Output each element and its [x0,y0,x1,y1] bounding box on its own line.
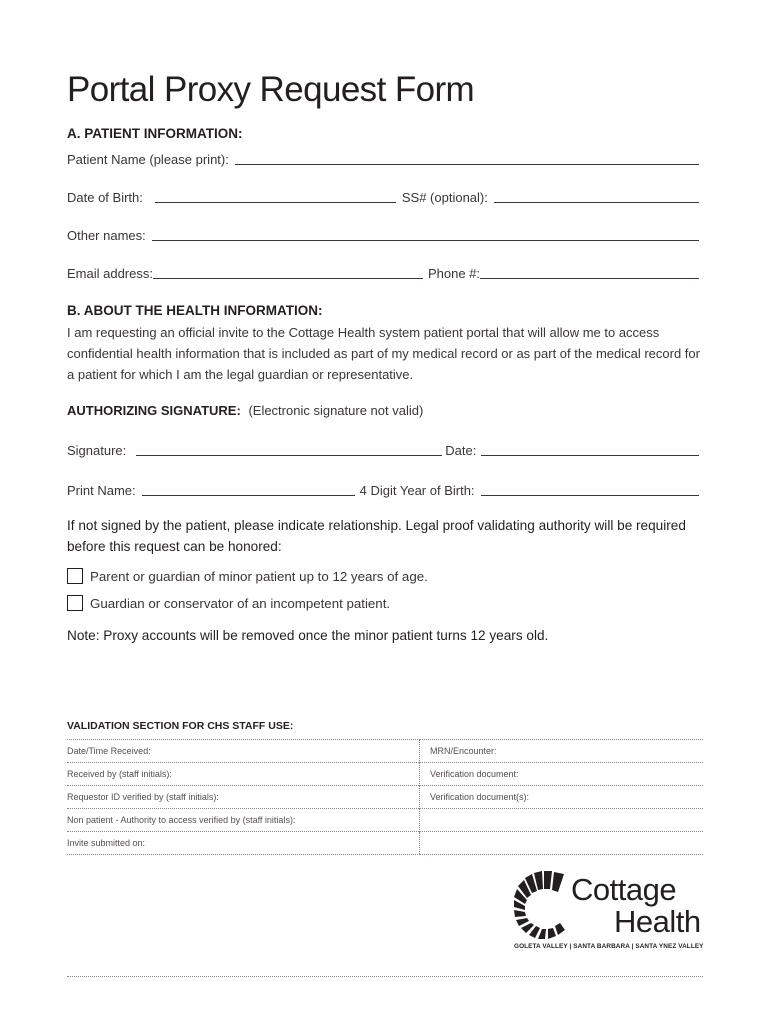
other-names-field[interactable] [152,240,699,241]
relationship-notice: If not signed by the patient, please indicate relationship. Legal proof validating authority will be required before this request can be honored: [67,518,686,554]
section-b-heading: B. ABOUT THE HEALTH INFORMATION: [67,303,323,318]
validation-cell: MRN/Encounter: [420,740,704,763]
validation-cell: Received by (staff initials): [67,763,420,786]
phone-label: Phone #: [427,266,481,281]
table-row [67,809,703,832]
parent-checkbox[interactable] [67,568,83,584]
validation-cell: Requestor ID verified by (staff initials): [67,786,420,809]
dob-ss-row [67,186,699,206]
patient-name-row [67,148,699,168]
dob-field[interactable] [155,202,396,203]
patient-name-field[interactable] [235,164,699,165]
validation-cell: Invite submitted on: [67,832,420,855]
dob-label: Date of Birth: [67,190,143,205]
form-title: Portal Proxy Request Form [67,70,475,109]
validation-cell: Verification document: [420,763,704,786]
validation-cell [420,832,704,855]
table-row [67,763,703,786]
cottage-health-logo-icon [514,870,572,940]
birth-year-field[interactable] [481,495,699,496]
section-b-paragraph: I am requesting an official invite to the Cottage Health system patient portal that will allow me to access confidential health information that is included as part of my medical record or as part of the medical record for a patient for which I am the legal guardian or representative. [67,325,700,382]
validation-cell: Date/Time Received: [67,740,420,763]
table-row [67,786,703,809]
print-name-row [67,479,699,499]
logo-word-cottage: Cottage [571,872,677,907]
patient-name-label: Patient Name (please print): [67,152,229,167]
signature-field[interactable] [136,455,442,456]
date-label: Date: [445,443,477,458]
table-row [67,832,703,855]
signature-date-row [67,439,699,459]
email-phone-row [67,262,699,282]
print-name-field[interactable] [142,495,355,496]
phone-field[interactable] [480,278,699,279]
validation-table [67,739,703,855]
validation-cell: Non patient - Authority to access verified by (staff initials): [67,809,420,832]
section-a-heading: A. PATIENT INFORMATION: [67,126,243,141]
other-names-label: Other names: [67,228,146,243]
relationship-option-parent[interactable] [67,568,428,584]
authorizing-heading: AUTHORIZING SIGNATURE: [67,403,241,418]
logo-word-health: Health [614,904,701,939]
email-label: Email address: [67,266,153,281]
authorizing-heading-row [67,403,423,418]
guardian-option-label: Guardian or conservator of an incompetent patient. [90,595,391,611]
email-field[interactable] [153,278,423,279]
signature-label: Signature: [67,443,127,458]
table-row [67,740,703,763]
proxy-note: Note: Proxy accounts will be removed once the minor patient turns 12 years old. [67,628,549,643]
ss-label: SS# (optional): [401,190,488,205]
footer-divider [67,976,703,977]
birth-year-label: 4 Digit Year of Birth: [359,483,475,498]
ss-field[interactable] [494,202,699,203]
guardian-checkbox[interactable] [67,595,83,611]
relationship-option-guardian[interactable] [67,595,390,611]
print-name-label: Print Name: [67,483,136,498]
validation-cell: Verification document(s): [420,786,704,809]
authorizing-note: (Electronic signature not valid) [248,403,424,418]
other-names-row [67,224,699,244]
date-field[interactable] [481,455,699,456]
validation-heading: VALIDATION SECTION FOR CHS STAFF USE: [67,720,294,732]
logo-locations: GOLETA VALLEY | SANTA BARBARA | SANTA YNEZ VALLEY [514,943,704,950]
parent-option-label: Parent or guardian of minor patient up to 12 years of age. [90,568,428,584]
validation-cell [420,809,704,832]
